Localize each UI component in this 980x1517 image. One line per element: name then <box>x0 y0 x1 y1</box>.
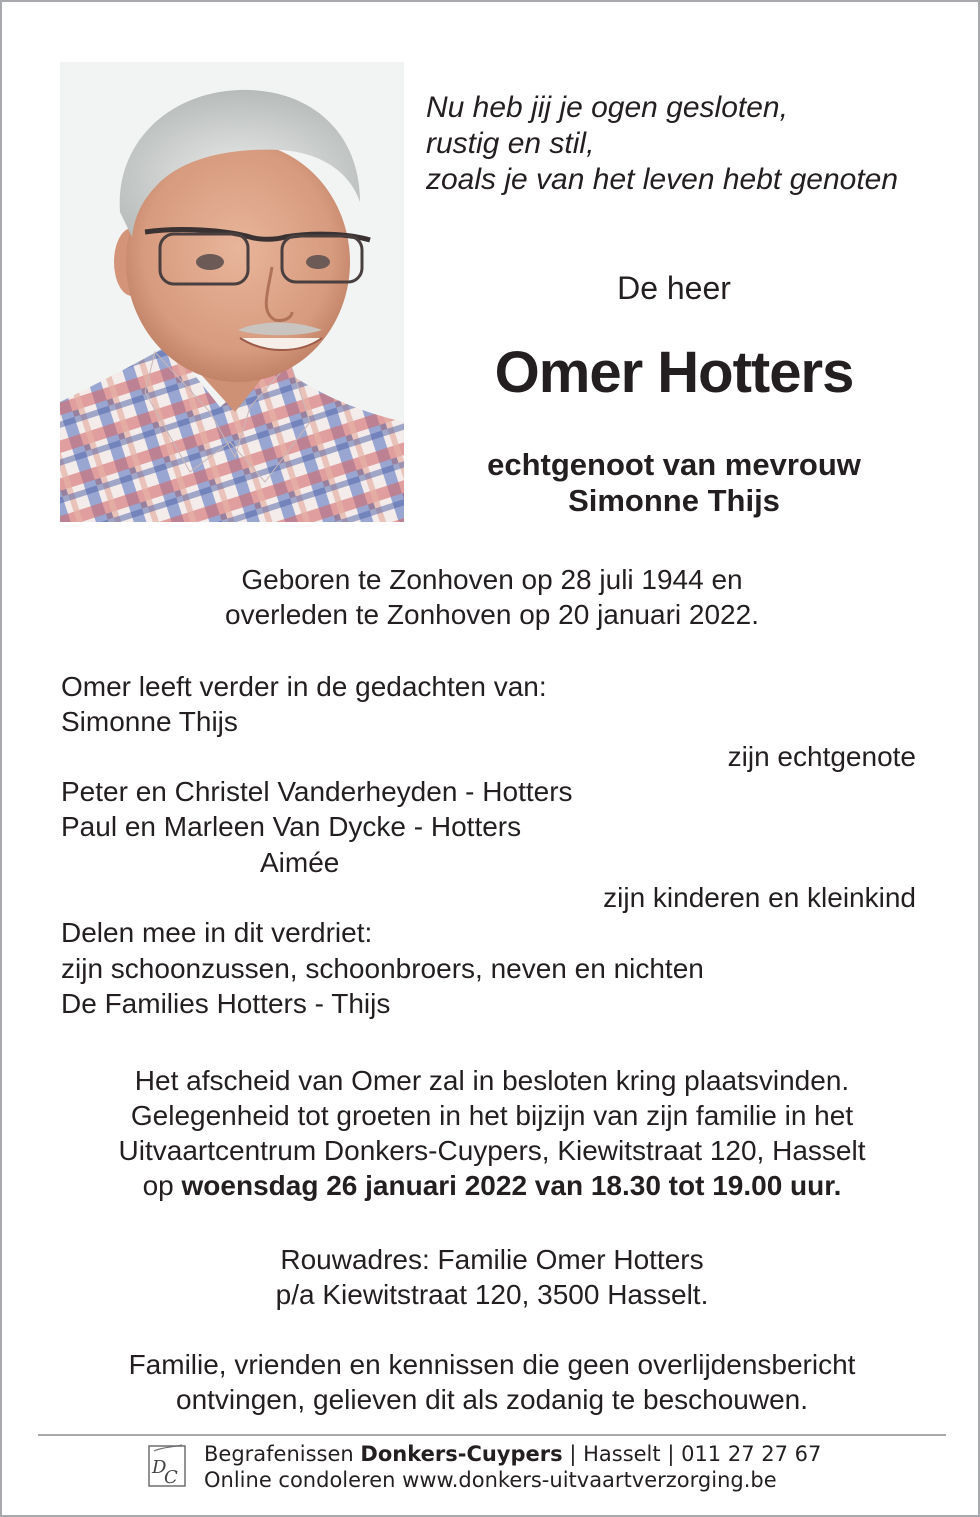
portrait-photo <box>60 62 404 522</box>
footer-prefix: Begrafenissen <box>204 1442 354 1466</box>
birth-line: Geboren te Zonhoven op 28 juli 1944 en <box>241 564 743 595</box>
notice-line: ontvingen, gelieven dit als zodanig te beschouwen. <box>176 1384 808 1415</box>
family-grandchild: Aimée <box>260 847 340 878</box>
poem-line: zoals je van het leven hebt genoten <box>426 163 899 196</box>
farewell-datetime: woensdag 26 januari 2022 van 18.30 tot 19.00 uur. <box>181 1170 842 1201</box>
poem-line: Nu heb jij je ogen gesloten, <box>426 91 788 124</box>
birth-death-info <box>42 562 942 632</box>
notice <box>42 1347 942 1417</box>
farewell-prefix: op <box>142 1170 174 1201</box>
salutation: De heer <box>617 270 731 306</box>
footer-phone: 011 27 27 67 <box>681 1442 822 1466</box>
wife-role: zijn echtgenote <box>727 741 916 772</box>
svg-text:D: D <box>152 1457 167 1478</box>
footer-line-2 <box>204 1467 821 1493</box>
poem <box>426 90 898 198</box>
farewell-date-line <box>42 1168 942 1203</box>
notice-line: Familie, vrienden en kennissen die geen overlijdensbericht <box>128 1349 856 1380</box>
farewell-info <box>42 1063 942 1203</box>
share-intro: Delen mee in dit verdriet: <box>61 917 373 948</box>
mourning-address <box>42 1242 942 1312</box>
footer-website: www.donkers-uitvaartverzorging.be <box>402 1468 777 1492</box>
address-line: p/a Kiewitstraat 120, 3500 Hasselt. <box>275 1279 709 1310</box>
share-line: De Families Hotters - Thijs <box>61 988 391 1019</box>
spouse-info <box>404 447 944 519</box>
footer-text <box>204 1441 821 1493</box>
footer-divider <box>38 1434 946 1436</box>
footer-city: Hasselt <box>583 1442 661 1466</box>
share-line: zijn schoonzussen, schoonbroers, neven en nichten <box>61 953 704 984</box>
spouse-line: echtgenoot van mevrouw <box>487 447 861 482</box>
family-intro: Omer leeft verder in de gedachten van: <box>61 671 547 702</box>
family-child: Paul en Marleen Van Dycke - Hotters <box>61 811 522 842</box>
dc-monogram-icon <box>148 1443 186 1487</box>
family-wife: Simonne Thijs <box>61 706 238 737</box>
footer-line-1: Begrafenissen Donkers-Cuypers | Hasselt | 011 27 27 67 <box>204 1442 822 1466</box>
footer-online-label: Online condoleren <box>204 1468 396 1492</box>
footer-company: Donkers-Cuypers <box>360 1442 563 1466</box>
address-line: Rouwadres: Familie Omer Hotters <box>280 1244 704 1275</box>
deceased-name: Omer Hotters <box>494 340 854 405</box>
family-child: Peter en Christel Vanderheyden - Hotters <box>61 776 573 807</box>
farewell-line: Het afscheid van Omer zal in besloten kring plaatsvinden. <box>134 1065 850 1096</box>
farewell-line: Gelegenheid tot groeten in het bijzijn van zijn familie in het <box>130 1100 854 1131</box>
children-role: zijn kinderen en kleinkind <box>603 882 916 913</box>
death-line: overleden te Zonhoven op 20 januari 2022. <box>225 599 759 630</box>
poem-line: rustig en stil, <box>426 127 595 160</box>
svg-text:C: C <box>164 1467 178 1487</box>
spouse-name: Simonne Thijs <box>568 483 780 518</box>
farewell-line: Uitvaartcentrum Donkers-Cuypers, Kiewitstraat 120, Hasselt <box>118 1135 866 1166</box>
